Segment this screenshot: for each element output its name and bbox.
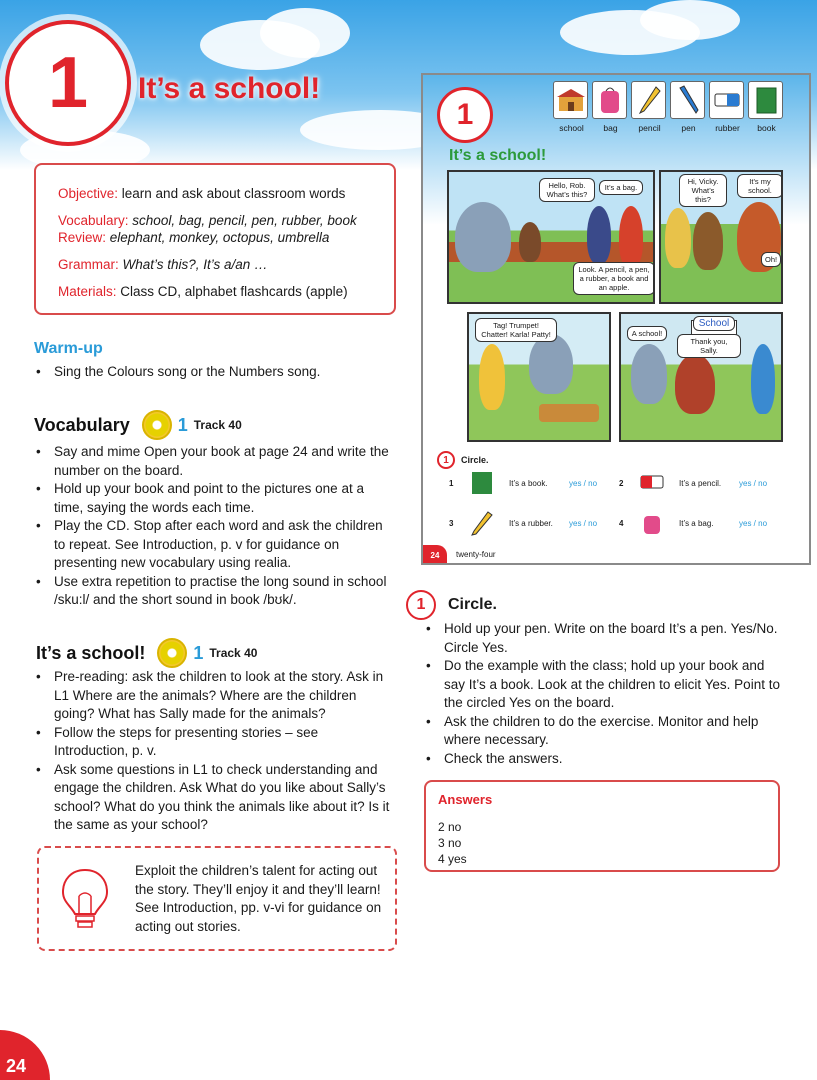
pencil-icon — [469, 510, 495, 536]
exercise-item: 4 It’s a bag. yes / no — [619, 510, 767, 536]
book-icon — [469, 470, 495, 496]
story-list — [34, 668, 394, 835]
book-icon — [753, 85, 779, 115]
list-item: • Ask some questions in L1 to check understanding and engage the children. Ask What do you like about Sally’s school? What do you think the animals like about it? Is it the same as your school? — [34, 761, 394, 835]
bag-icon — [639, 510, 665, 536]
school-sign: School — [693, 316, 735, 331]
tip-text: Exploit the children’s talent for acting out the story. They’ll enjoy it and they’ll learn! See Introduction, pp. v-vi for guidance on acting out stories. — [135, 863, 382, 934]
boy-figure — [587, 206, 611, 264]
list-item: • Ask the children to do the exercise. Monitor and help where necessary. — [424, 713, 784, 750]
girl-figure — [619, 206, 643, 268]
sb-footer: 24 twenty-four — [423, 545, 809, 565]
vocabulary-heading: Vocabulary 1 Track 40 — [34, 410, 242, 440]
monkey-figure — [519, 222, 541, 262]
vocab-item-pencil: pencil — [631, 81, 668, 133]
list-item: • Hold up your book and point to the pictures one at a time, saying the words each time. — [34, 480, 394, 517]
exercise-item: 2 It’s a pencil. yes / no — [619, 470, 767, 496]
student-book-page — [421, 73, 811, 565]
speech-bubble: Hello, Rob. What’s this? — [539, 178, 595, 202]
vocab-item-book: book — [748, 81, 785, 133]
story-panel-2 — [659, 170, 783, 304]
answer-line: 3 no — [438, 836, 462, 850]
elephant-figure — [529, 334, 573, 394]
story-panel-4 — [619, 312, 783, 442]
story-panel-1 — [447, 170, 655, 304]
list-item: • Do the example with the class; hold up your book and say It’s a book. Look at the children to elicit Yes. Point to the circled Yes on the board. — [424, 657, 784, 713]
speech-bubble: Hi, Vicky. What’s this? — [679, 174, 727, 207]
page-number-tab: 24 — [0, 1030, 50, 1080]
list-item: • Pre-reading: ask the children to look at the story. Ask in L1 Where are the animals? Where are the children going? What has Sally made for the animals? — [34, 668, 394, 724]
exercise-item: 1 It’s a book. yes / no — [449, 470, 597, 496]
tip-box — [37, 846, 397, 951]
bear-figure — [675, 354, 715, 414]
girl-figure — [479, 344, 505, 410]
lightbulb-icon — [59, 866, 111, 932]
objective-box: Objective: learn and ask about classroom words Vocabulary: school, bag, pencil, pen, rubber, book Review: elephant, monkey, octopus, umbrella Grammar: What’s this?, It’s a/an … Materials: Class CD, alphabet flashcards (apple) — [34, 163, 396, 315]
list-item: • Check the answers. — [424, 750, 784, 769]
story-heading: It’s a school! 1 Track 40 — [36, 638, 257, 668]
pen-icon — [675, 85, 701, 115]
sb-unit-badge: 1 — [437, 87, 493, 143]
unit-title: It’s a school! — [138, 72, 321, 105]
bag-icon — [597, 85, 623, 115]
unit-number-badge: 1 — [5, 20, 131, 146]
list-item: • Use extra repetition to practise the long sound in school /sku:l/ and the short sound in book /bʊk/. — [34, 573, 394, 610]
warmup-heading: Warm-up — [34, 340, 103, 357]
cd-icon — [157, 638, 187, 668]
rubber-icon — [639, 470, 665, 496]
list-item: • Follow the steps for presenting stories – see Introduction, p. v. — [34, 724, 394, 761]
vocab-strip — [553, 81, 785, 133]
sb-exercise-heading: 1 Circle. — [437, 451, 489, 469]
vocabulary-list — [34, 443, 394, 610]
speech-bubble: Oh! — [761, 252, 781, 267]
circle-exercise-heading: 1 Circle. — [406, 590, 497, 620]
exercise-item: 3 It’s a rubber. yes / no — [449, 510, 597, 536]
speech-bubble: It’s my school. — [737, 174, 783, 198]
answer-line: 2 no — [438, 820, 462, 834]
circle-exercise-list — [424, 620, 784, 768]
speech-bubble: Tag! Trumpet! Chatter! Karla! Patty! — [475, 318, 557, 342]
answer-line: 4 yes — [438, 852, 467, 866]
list-item: • Play the CD. Stop after each word and ask the children to repeat. See Introduction, p. v for guidance on presenting new vocabulary using realia. — [34, 517, 394, 573]
elephant-figure — [631, 344, 667, 404]
list-item: • Say and mime Open your book at page 24 and write the number on the board. — [34, 443, 394, 480]
speech-bubble: It’s a bag. — [599, 180, 643, 195]
vocab-item-school: school — [553, 81, 590, 133]
speech-bubble: Thank you, Sally. — [677, 334, 741, 358]
answers-box: Answers 2 no 3 no 4 yes — [424, 780, 780, 872]
warmup-list — [34, 363, 394, 382]
vocab-item-pen: pen — [670, 81, 707, 133]
elephant-figure — [455, 202, 511, 272]
speech-bubble: A school! — [627, 326, 667, 341]
list-item: • Sing the Colours song or the Numbers song. — [34, 363, 394, 382]
rubber-icon — [712, 87, 742, 113]
monkey-figure — [693, 212, 723, 270]
list-item: • Hold up your pen. Write on the board It’s a pen. Yes/No. Circle Yes. — [424, 620, 784, 657]
sb-title: It’s a school! — [449, 147, 547, 164]
story-panel-3 — [467, 312, 611, 442]
pencil-icon — [636, 85, 662, 115]
girl-figure — [665, 208, 691, 268]
vocab-item-rubber: rubber — [709, 81, 746, 133]
vocab-item-bag: bag — [592, 81, 629, 133]
school-icon — [556, 87, 586, 113]
speech-bubble: Look. A pencil, a pen, a rubber, a book and an apple. — [573, 262, 655, 295]
girl-figure — [751, 344, 775, 414]
cd-icon — [142, 410, 172, 440]
